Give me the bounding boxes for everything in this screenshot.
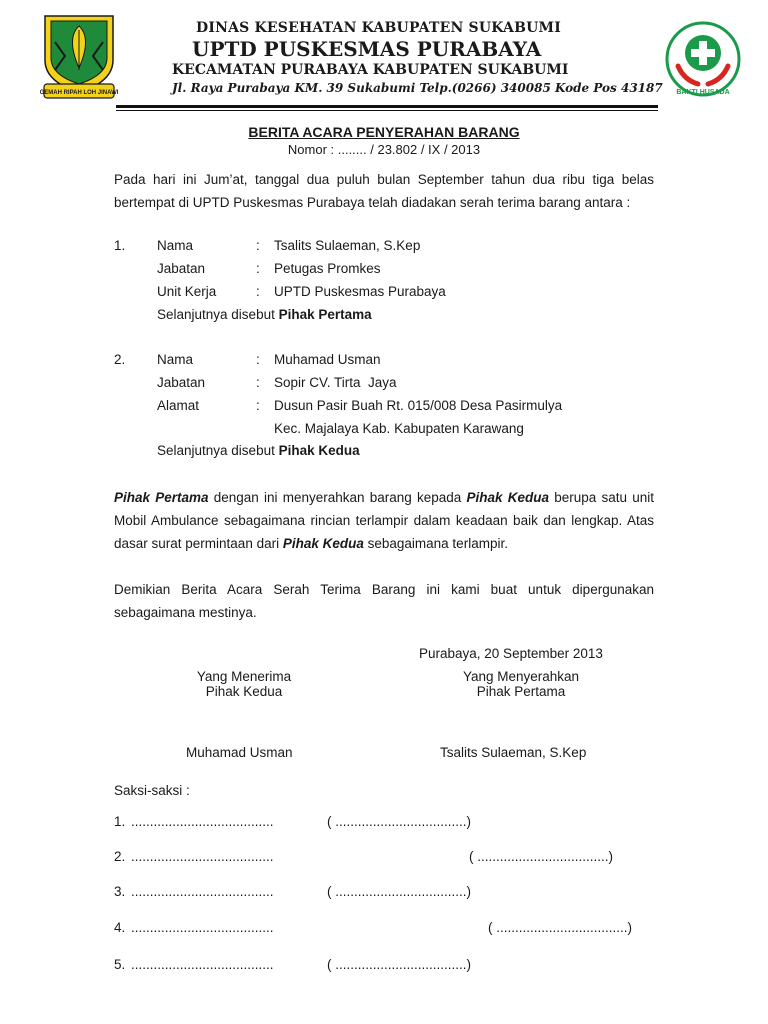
party2-position-value: Sopir CV. Tirta Jaya — [274, 375, 397, 390]
witness-2-signature: ( ...................................) — [469, 849, 614, 864]
witness-3-number: 3. — [114, 884, 126, 899]
term-second-party-2: Pihak Kedua — [282, 536, 364, 551]
witness-5-number: 5. — [114, 957, 126, 972]
receiver-name: Muhamad Usman — [186, 745, 293, 760]
place-date: Purabaya, 20 September 2013 — [419, 646, 603, 661]
witness-3-signature: ( ...................................) — [327, 884, 472, 899]
witness-3-name-line: ...................................... — [131, 884, 274, 899]
party2-number: 2. — [114, 352, 126, 367]
party2-reference-prefix: Selanjutnya disebut — [157, 443, 279, 458]
district-name: KECAMATAN PURABAYA KABUPATEN SUKABUMI — [172, 62, 569, 78]
party1-unit-label: Unit Kerja — [157, 284, 217, 299]
witness-2-number: 2. — [114, 849, 126, 864]
emblem-motto: GEMAH RIPAH LOH JINAWI — [40, 90, 118, 96]
party1-position-label: Jabatan — [157, 261, 206, 276]
handover-text-b: berupa satu unit Mobil Ambulance sebagaimana rincian terlampir dalam keadaan baik dan lengkap. Atas dasar surat permintaan dari — [114, 490, 655, 551]
party1-unit-value: UPTD Puskesmas Purabaya — [274, 284, 446, 299]
party1-name-value: Tsalits Sulaeman, S.Kep — [274, 238, 421, 253]
term-first-party: Pihak Pertama — [114, 490, 209, 505]
witness-1-signature: ( ...................................) — [327, 814, 472, 829]
party2-name-sep: : — [256, 352, 260, 367]
witness-4-number: 4. — [114, 920, 126, 935]
giver-party: Pihak Pertama — [476, 684, 566, 699]
agency-name: DINAS KESEHATAN KABUPATEN SUKABUMI — [196, 20, 562, 36]
intro-paragraph: Pada hari ini Jum’at, tanggal dua puluh bulan September tahun dua ribu tiga belas bertempat di UPTD Puskesmas Purabaya telah diadakan serah terima barang antara : — [114, 172, 654, 210]
term-second-party: Pihak Kedua — [466, 490, 550, 505]
document-title: BERITA ACARA PENYERAHAN BARANG — [248, 124, 520, 140]
witness-5-signature: ( ...................................) — [327, 957, 472, 972]
witness-1-name-line: ...................................... — [131, 814, 274, 829]
party2-reference — [157, 443, 360, 458]
handover-text-c: sebagaimana terlampir. — [363, 536, 508, 551]
party2-address-value-line2: Kec. Majalaya Kab. Kabupaten Karawang — [274, 421, 524, 436]
receiver-party: Pihak Kedua — [205, 684, 283, 699]
party2-address-label: Alamat — [157, 398, 200, 413]
party1-position-value: Petugas Promkes — [274, 261, 381, 276]
handover-text-a: dengan ini menyerahkan barang kepada — [208, 490, 467, 505]
party2-position-label: Jabatan — [157, 375, 206, 390]
party2-address-value: Dusun Pasir Buah Rt. 015/008 Desa Pasirmulya — [274, 398, 563, 413]
closing-paragraph: Demikian Berita Acara Serah Terima Barang ini kami buat untuk dipergunakan sebagaimana mestinya. — [114, 582, 654, 620]
party1-reference — [157, 307, 372, 322]
logo-caption: BAKTI HUSADA — [676, 89, 730, 96]
witnesses-heading: Saksi-saksi : — [114, 783, 190, 798]
party1-number: 1. — [114, 238, 126, 253]
document-number: Nomor : ........ / 23.802 / IX / 2013 — [287, 142, 481, 157]
bakti-husada-logo — [664, 20, 742, 98]
party1-name-label: Nama — [157, 238, 194, 253]
witness-4-signature: ( ...................................) — [488, 920, 633, 935]
party1-unit-sep: : — [256, 284, 260, 299]
witness-2-name-line: ...................................... — [131, 849, 274, 864]
handover-paragraph — [114, 486, 654, 555]
institution-name: UPTD PUSKESMAS PURABAYA — [192, 37, 542, 61]
receiver-role: Yang Menerima — [196, 669, 292, 684]
party2-reference-term: Pihak Kedua — [278, 443, 360, 458]
witness-1-number: 1. — [114, 814, 126, 829]
address-line: Jl. Raya Purabaya KM. 39 Sukabumi Telp.(0266) 340085 Kode Pos 43187 — [172, 81, 663, 95]
witness-4-name-line: ...................................... — [131, 920, 274, 935]
party2-position-sep: : — [256, 375, 260, 390]
party1-name-sep: : — [256, 238, 260, 253]
party2-name-label: Nama — [157, 352, 194, 367]
party1-reference-prefix: Selanjutnya disebut — [157, 307, 279, 322]
giver-name: Tsalits Sulaeman, S.Kep — [440, 745, 587, 760]
giver-role: Yang Menyerahkan — [462, 669, 580, 684]
party2-name-value: Muhamad Usman — [274, 352, 381, 367]
regency-emblem-logo — [40, 12, 118, 102]
party2-address-sep: : — [256, 398, 260, 413]
letterhead-rule-thick — [116, 105, 658, 108]
party1-position-sep: : — [256, 261, 260, 276]
letterhead-rule-thin — [116, 110, 658, 111]
party1-reference-term: Pihak Pertama — [278, 307, 372, 322]
witness-5-name-line: ...................................... — [131, 957, 274, 972]
